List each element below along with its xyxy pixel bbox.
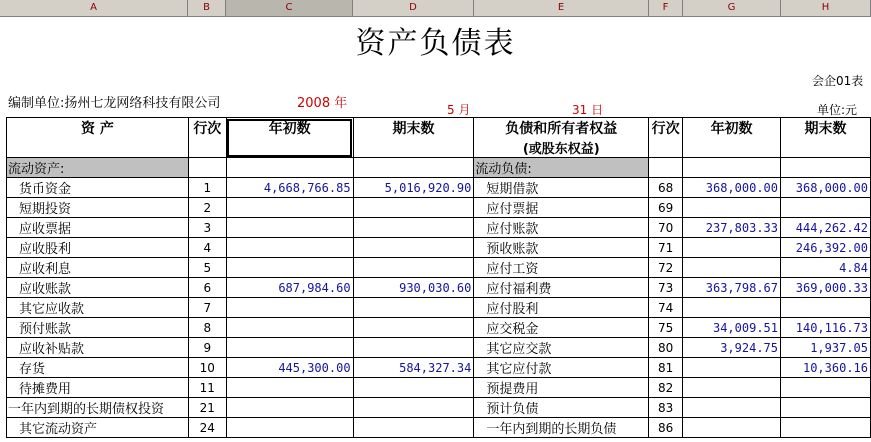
liability-line-number[interactable]: 70 [649, 218, 683, 238]
balance-sheet-table [6, 117, 871, 438]
liability-item-label[interactable]: 应付工资 [474, 258, 649, 278]
liability-end-value[interactable]: 444,262.42 [781, 218, 871, 238]
asset-end-value[interactable] [353, 198, 474, 218]
liability-end-value[interactable]: 369,000.33 [781, 278, 871, 298]
asset-line-number[interactable]: 4 [188, 238, 226, 258]
liability-begin-value[interactable] [683, 418, 781, 438]
liability-line-number[interactable]: 74 [649, 298, 683, 318]
liability-item-label[interactable]: 应付福利费 [474, 278, 649, 298]
liability-begin-value[interactable] [683, 378, 781, 398]
liability-item-label[interactable]: 预提费用 [474, 378, 649, 398]
liability-end-value[interactable]: 246,392.00 [781, 238, 871, 258]
liability-begin-value[interactable] [683, 238, 781, 258]
asset-item-label[interactable]: 应收利息 [7, 258, 189, 278]
header-liabilities-main: 负债和所有者权益 [505, 121, 618, 137]
asset-item-label[interactable]: 货币资金 [7, 178, 189, 198]
liability-line-number[interactable]: 83 [649, 398, 683, 418]
asset-line-number[interactable]: 1 [188, 178, 226, 198]
column-header-b[interactable]: B [188, 0, 226, 16]
table-row [7, 178, 871, 198]
liability-item-label[interactable]: 其它应交款 [474, 338, 649, 358]
column-header-c[interactable]: C [226, 0, 353, 16]
asset-begin-value[interactable] [226, 198, 353, 218]
form-code: 会企01表 [812, 74, 864, 88]
asset-line-number[interactable]: 11 [188, 378, 226, 398]
cell[interactable] [226, 158, 353, 178]
column-header-d[interactable]: D [353, 0, 474, 16]
liability-item-label[interactable]: 预收账款 [474, 238, 649, 258]
liability-end-value[interactable]: 1,937.05 [781, 338, 871, 358]
asset-item-label[interactable]: 其它流动资产 [7, 418, 189, 438]
asset-end-value[interactable] [353, 318, 474, 338]
section-current-assets[interactable]: 流动资产: [7, 158, 189, 178]
asset-line-number[interactable]: 3 [188, 218, 226, 238]
asset-item-label[interactable]: 预付账款 [7, 318, 189, 338]
liability-begin-value[interactable]: 237,803.33 [683, 218, 781, 238]
asset-item-label[interactable]: 应收股利 [7, 238, 189, 258]
asset-begin-value[interactable] [226, 338, 353, 358]
asset-line-number[interactable]: 5 [188, 258, 226, 278]
table-row [7, 338, 871, 358]
header-line-right[interactable]: 行次 [649, 118, 683, 158]
asset-item-label[interactable]: 应收补贴款 [7, 338, 189, 358]
header-liabilities[interactable] [474, 118, 649, 158]
liability-item-label[interactable]: 短期借款 [474, 178, 649, 198]
asset-item-label[interactable]: 一年内到期的长期债权投资 [7, 398, 189, 418]
liability-begin-value[interactable]: 3,924.75 [683, 338, 781, 358]
liability-line-number[interactable]: 75 [649, 318, 683, 338]
asset-end-value[interactable] [353, 238, 474, 258]
asset-line-number[interactable]: 10 [188, 358, 226, 378]
asset-begin-value[interactable] [226, 378, 353, 398]
liability-line-number[interactable]: 81 [649, 358, 683, 378]
liability-begin-value[interactable] [683, 198, 781, 218]
liability-line-number[interactable]: 69 [649, 198, 683, 218]
asset-begin-value[interactable] [226, 218, 353, 238]
asset-end-value[interactable] [353, 378, 474, 398]
table-row [7, 238, 871, 258]
asset-end-value[interactable]: 5,016,920.90 [353, 178, 474, 198]
report-title: 资产负债表 [355, 26, 516, 61]
report-year: 2008 年 [297, 96, 348, 111]
cell[interactable] [683, 158, 781, 178]
column-header-a[interactable]: A [0, 0, 188, 16]
liability-begin-value[interactable] [683, 258, 781, 278]
asset-begin-value[interactable] [226, 318, 353, 338]
liability-begin-value[interactable] [683, 358, 781, 378]
asset-begin-value[interactable] [226, 238, 353, 258]
report-day: 31 日 [572, 103, 604, 117]
liability-end-value[interactable]: 10,360.16 [781, 358, 871, 378]
table-row [7, 298, 871, 318]
asset-item-label[interactable]: 应收账款 [7, 278, 189, 298]
header-begin-right[interactable]: 年初数 [683, 118, 781, 158]
asset-begin-value[interactable] [226, 298, 353, 318]
liability-line-number[interactable]: 72 [649, 258, 683, 278]
currency-unit: 单位:元 [817, 103, 858, 117]
liability-line-number[interactable]: 71 [649, 238, 683, 258]
liability-item-label[interactable]: 一年内到期的长期负债 [474, 418, 649, 438]
asset-end-value[interactable] [353, 418, 474, 438]
asset-begin-value[interactable] [226, 418, 353, 438]
asset-end-value[interactable]: 584,327.34 [353, 358, 474, 378]
liability-end-value[interactable] [781, 378, 871, 398]
asset-line-number[interactable]: 8 [188, 318, 226, 338]
asset-item-label[interactable]: 存货 [7, 358, 189, 378]
table-row [7, 358, 871, 378]
column-header-f[interactable]: F [649, 0, 683, 16]
header-end-left[interactable]: 期末数 [353, 118, 474, 158]
liability-line-number[interactable]: 73 [649, 278, 683, 298]
header-end-right[interactable]: 期末数 [781, 118, 871, 158]
section-current-liabilities[interactable]: 流动负债: [474, 158, 649, 178]
company-name: 编制单位:扬州七龙网络科技有限公司 [8, 96, 221, 111]
asset-begin-value[interactable]: 445,300.00 [226, 358, 353, 378]
asset-line-number[interactable]: 21 [188, 398, 226, 418]
liability-begin-value[interactable]: 363,798.67 [683, 278, 781, 298]
liability-end-value[interactable]: 140,116.73 [781, 318, 871, 338]
asset-begin-value[interactable]: 687,984.60 [226, 278, 353, 298]
liability-end-value[interactable]: 368,000.00 [781, 178, 871, 198]
liability-item-label[interactable]: 应付票据 [474, 198, 649, 218]
table-row [7, 418, 871, 438]
table-row [7, 398, 871, 418]
liability-end-value[interactable] [781, 398, 871, 418]
asset-line-number[interactable]: 7 [188, 298, 226, 318]
asset-begin-value[interactable] [226, 398, 353, 418]
liability-line-number[interactable]: 82 [649, 378, 683, 398]
asset-end-value[interactable]: 930,030.60 [353, 278, 474, 298]
cell[interactable] [188, 158, 226, 178]
asset-end-value[interactable] [353, 218, 474, 238]
liability-end-value[interactable] [781, 298, 871, 318]
asset-line-number[interactable]: 2 [188, 198, 226, 218]
header-liabilities-sub: (或股东权益) [522, 142, 600, 157]
liability-line-number[interactable]: 86 [649, 418, 683, 438]
asset-item-label[interactable]: 短期投资 [7, 198, 189, 218]
liability-item-label[interactable]: 其它应付款 [474, 358, 649, 378]
asset-begin-value[interactable]: 4,668,766.85 [226, 178, 353, 198]
table-row [7, 278, 871, 298]
liability-line-number[interactable]: 68 [649, 178, 683, 198]
column-header-e[interactable]: E [474, 0, 649, 16]
header-begin-left[interactable]: 年初数 [226, 118, 353, 158]
asset-item-label[interactable]: 待摊费用 [7, 378, 189, 398]
liability-line-number[interactable]: 80 [649, 338, 683, 358]
asset-line-number[interactable]: 24 [188, 418, 226, 438]
asset-line-number[interactable]: 6 [188, 278, 226, 298]
liability-item-label[interactable]: 预计负债 [474, 398, 649, 418]
liability-end-value[interactable] [781, 418, 871, 438]
report-month: 5 月 [447, 103, 471, 117]
liability-item-label[interactable]: 应付账款 [474, 218, 649, 238]
asset-line-number[interactable]: 9 [188, 338, 226, 358]
table-row [7, 198, 871, 218]
table-row [7, 218, 871, 238]
table-row [7, 318, 871, 338]
asset-begin-value[interactable] [226, 258, 353, 278]
liability-begin-value[interactable]: 34,009.51 [683, 318, 781, 338]
asset-end-value[interactable] [353, 258, 474, 278]
table-row [7, 258, 871, 278]
column-header-g[interactable]: G [683, 0, 781, 16]
liability-end-value[interactable] [781, 198, 871, 218]
cell[interactable] [353, 158, 474, 178]
table-body [7, 178, 871, 438]
asset-end-value[interactable] [353, 298, 474, 318]
liability-item-label[interactable]: 应付股利 [474, 298, 649, 318]
liability-item-label[interactable]: 应交税金 [474, 318, 649, 338]
asset-end-value[interactable] [353, 398, 474, 418]
cell[interactable] [781, 158, 871, 178]
cell[interactable] [649, 158, 683, 178]
column-header-h[interactable]: H [781, 0, 871, 16]
header-line-left[interactable]: 行次 [188, 118, 226, 158]
table-row [7, 378, 871, 398]
liability-end-value[interactable]: 4.84 [781, 258, 871, 278]
liability-begin-value[interactable] [683, 398, 781, 418]
asset-item-label[interactable]: 其它应收款 [7, 298, 189, 318]
column-header-bar [0, 0, 871, 17]
liability-begin-value[interactable] [683, 298, 781, 318]
header-asset[interactable]: 资 产 [7, 118, 189, 158]
asset-end-value[interactable] [353, 338, 474, 358]
asset-item-label[interactable]: 应收票据 [7, 218, 189, 238]
liability-begin-value[interactable]: 368,000.00 [683, 178, 781, 198]
